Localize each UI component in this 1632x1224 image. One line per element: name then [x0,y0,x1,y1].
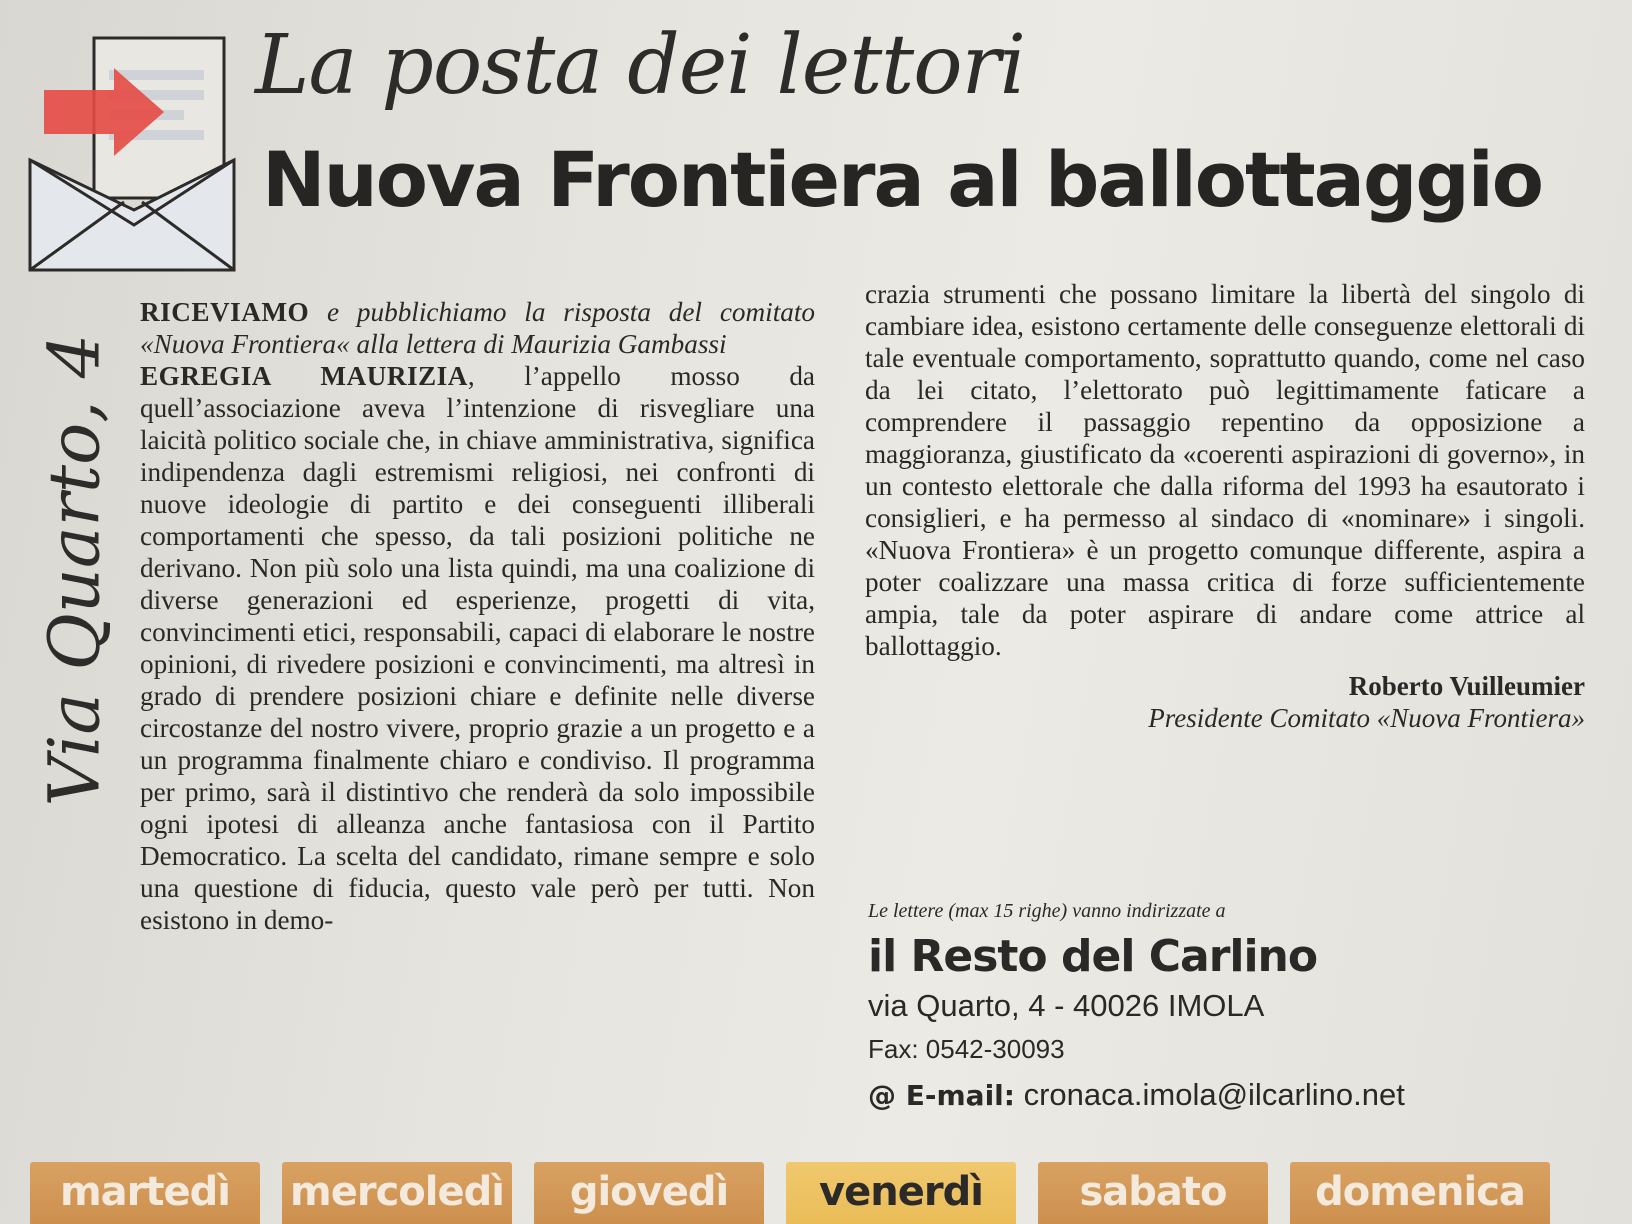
tab-venerdi[interactable]: venerdì [786,1162,1016,1224]
intro-lead: RICEVIAMO [140,297,310,327]
body-left-text: , l’appello mosso da quell’associazione aveva l’intenzione di risvegliare una laicità politico sociale che, in chiave amministrativa, significa indipendenza dagli estremismi religiosi, nei confronti di nuove ideologie di partito e dei conseguenti illiberali comportamenti che spesso, da tali posizioni politiche ne derivano. Non più solo una lista quindi, ma una coalizione di diverse generazioni ed esperienze, progetti di vita, convincimenti etici, responsabili, capaci di elaborare le nostre opinioni, di rivedere posizioni e convincimenti, ma altresì in grado di prendere posizioni chiare e definite nelle diverse circostanze del nostro vivere, proprio grazie a un progetto e a un programma finalmente chiaro e condiviso. Il programma per primo, sarà il distintivo che renderà da solo impossibile ogni ipotesi di alleanza anche fantasiosa con il Partito Democratico. La scelta del candidato, rimane sempre e solo una questione di fiducia, questo vale però per tutti. Non esistono in demo- [140,361,815,935]
email-label: @ E-mail: [868,1079,1015,1112]
headline: Nuova Frontiera al ballottaggio [262,135,1543,224]
signature-role: Presidente Comitato «Nuova Frontiera» [1148,703,1585,733]
tab-mercoledi[interactable]: mercoledì [282,1162,512,1224]
section-kicker: La posta dei lettori [255,18,1026,113]
letter-body-right: crazia strumenti che possano limitare la libertà del singolo di cambiare idea, esistono certamente delle conseguenze elettorali di tale eventuale comportamento, soprattutto quando, come nel caso da lei citato, l’elettorato può legittimamente faticare a comprendere il passaggio repentino da opposizione a maggioranza, giustificato da «coerenti aspirazioni di governo», in un contesto elettorale che dalla riforma del 1993 ha esautorato i consiglieri, e ha permesso al sindaco di «nominare» i singoli. «Nuova Frontiera» è un progetto comunque differente, aspira a poter coalizzare una massa critica di forze sufficientemente ampia, tale da poter aspirare di andare come attrice al ballottaggio. [865,279,1585,661]
contact-note: Le lettere (max 15 righe) vanno indirizzate a [868,900,1226,922]
envelope-letter-icon [24,30,244,280]
tab-sabato[interactable]: sabato [1038,1162,1268,1224]
contact-email [868,1077,1568,1113]
tab-domenica[interactable]: domenica [1290,1162,1550,1224]
letter-body-left [140,360,815,936]
tab-giovedi[interactable]: giovedì [534,1162,764,1224]
side-label-text: Via Quarto, 4 [33,333,116,807]
tab-martedi[interactable]: martedì [30,1162,260,1224]
salutation: EGREGIA MAURIZIA [140,361,468,391]
column-right [865,278,1585,734]
intro-text: e pubblichiamo la risposta del comitato «Nuova Frontiera« alla lettera di Maurizia Gambassi [140,297,815,359]
side-label [14,290,134,850]
intro-paragraph [140,296,815,360]
signature-name: Roberto Vuilleumier [1348,671,1585,701]
weekday-tabs [30,1162,1632,1224]
newspaper-brand: il Resto del Carlino [868,931,1318,982]
contact-box [868,900,1568,1113]
column-left [140,296,815,936]
contact-address: via Quarto, 4 - 40026 IMOLA [868,988,1265,1023]
contact-fax: Fax: 0542-30093 [868,1034,1065,1064]
email-address[interactable]: cronaca.imola@ilcarlino.net [1023,1077,1405,1112]
